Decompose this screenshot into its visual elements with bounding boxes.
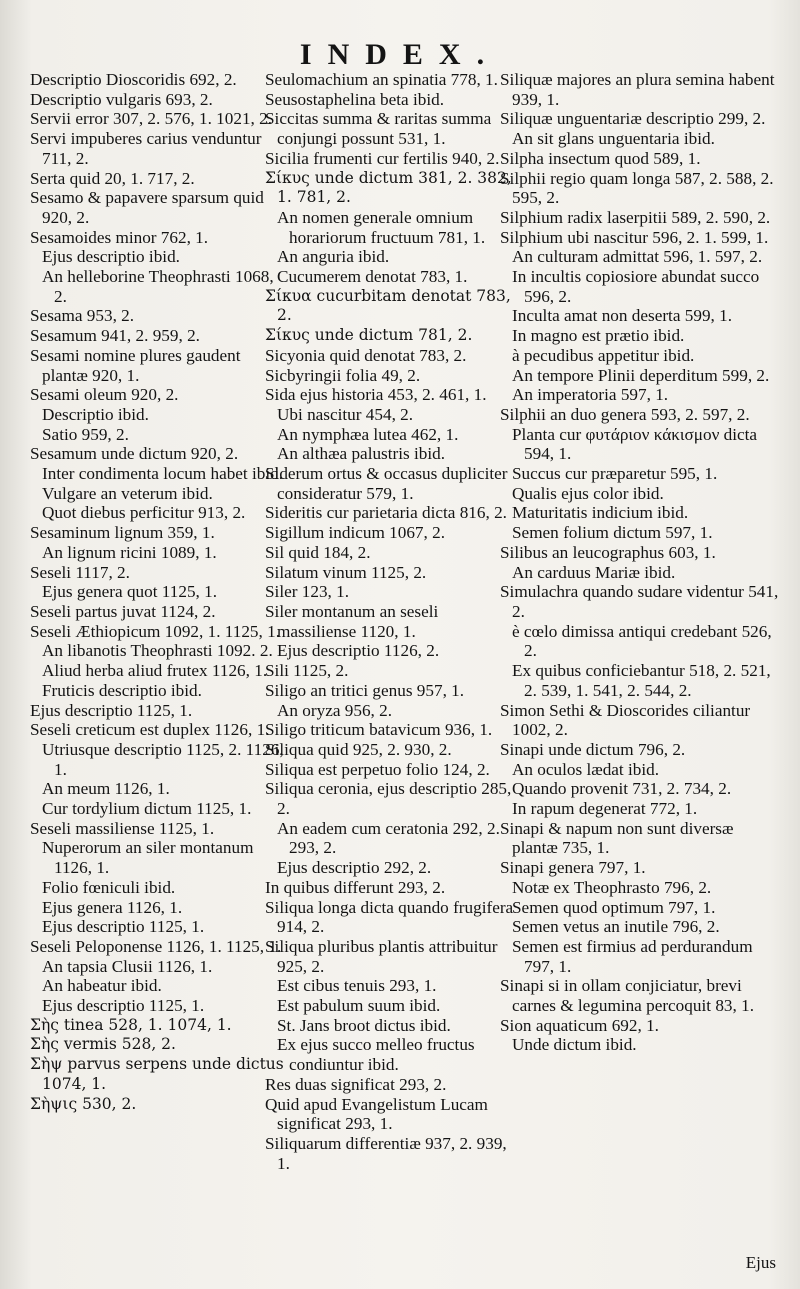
index-column-2 [265, 70, 520, 1173]
index-entry: Siliqua pluribus plantis attribuitur 925, 2. [265, 936, 498, 976]
index-entry: Sida ejus historia 453, 2. 461, 1. [265, 385, 487, 405]
index-entry: Sesama 953, 2. [30, 306, 135, 326]
index-entry: Maturitatis indicium ibid. [512, 503, 689, 523]
index-entry: Nuperorum an siler montanum 1126, 1. [42, 838, 254, 878]
index-entry: Fruticis descriptio ibid. [42, 680, 202, 700]
index-entry: Σὴς vermis 528, 2. [30, 1035, 176, 1054]
index-entry: Silphium radix laserpitii 589, 2. 590, 2. [500, 207, 771, 227]
index-entry: An eadem cum ceratonia 292, 2. 293, 2. [277, 818, 500, 858]
index-entry: Notæ ex Theophrasto 796, 2. [512, 877, 712, 897]
index-entry: Ex ejus succo melleo fructus condiuntur ibid. [277, 1035, 475, 1075]
index-entry: Aliud herba aliud frutex 1126, 1. [42, 661, 268, 681]
index-entry: Sicilia frumenti cur fertilis 940, 2. [265, 148, 500, 168]
index-entry: Sigillum indicum 1067, 2. [265, 523, 445, 543]
index-entry: Seseli 1117, 2. [30, 562, 130, 582]
index-entry: Seseli Æthiopicum 1092, 1. 1125, 1. [30, 621, 281, 641]
index-entry: An lignum ricini 1089, 1. [42, 542, 217, 562]
index-entry: Siligo an tritici genus 957, 1. [265, 680, 465, 700]
index-entry: Quando provenit 731, 2. 734, 2. [512, 779, 732, 799]
index-entry: Sil quid 184, 2. [265, 542, 371, 562]
index-entry: An anguria ibid. [277, 247, 390, 267]
index-entry: Ejus descriptio 1125, 1. [42, 917, 205, 937]
index-entry: Siligo triticum batavicum 936, 1. [265, 720, 493, 740]
index-entry: An tempore Plinii deperditum 599, 2. [512, 365, 770, 385]
index-entry: Serta quid 20, 1. 717, 2. [30, 168, 195, 188]
index-entry: Seusostaphelina beta ibid. [265, 89, 445, 109]
index-entry: Siliquæ majores an plura semina habent 939, 1. [500, 70, 775, 109]
index-entry: Silphii regio quam longa 587, 2. 588, 2. 595, 2. [500, 168, 774, 208]
index-entry: Quot diebus perficitur 913, 2. [42, 503, 246, 523]
index-entry: Siliquarum differentiæ 937, 2. 939, 1. [265, 1133, 507, 1173]
index-entry: Siliqua quid 925, 2. 930, 2. [265, 739, 452, 759]
index-entry: Siliqua longa dicta quando frugifera 914, 2. [265, 897, 514, 937]
index-entry: Cur tordylium dictum 1125, 1. [42, 799, 252, 819]
index-entry: Silatum vinum 1125, 2. [265, 562, 427, 582]
index-entry: Descriptio ibid. [42, 404, 149, 424]
index-entry: Sesamoides minor 762, 1. [30, 227, 209, 247]
index-entry: à pecudibus appetitur ibid. [512, 345, 695, 365]
index-entry: Seulomachium an spinatia 778, 1. [265, 70, 498, 89]
index-entry: An althæa palustris ibid. [277, 444, 446, 464]
index-entry: Siccitas summa & raritas summa conjungi possunt 531, 1. [265, 109, 492, 149]
index-entry: Simulachra quando sudare videntur 541, 2. [500, 582, 779, 621]
index-entry: Siderum ortus & occasus dupliciter consideratur 579, 1. [265, 464, 508, 503]
index-entry: Seseli creticum est duplex 1126, 1. [30, 720, 270, 740]
index-entry: Sesami nomine plures gaudent plantæ 920, 1. [30, 345, 241, 385]
index-entry: Silibus an leucographus 603, 1. [500, 542, 716, 562]
index-entry: Siler montanum an seseli massiliense 1120, 1. [265, 601, 439, 641]
index-column-3 [500, 70, 780, 1055]
index-entry: Descriptio vulgaris 693, 2. [30, 89, 213, 109]
index-entry: In incultis copiosiore abundat succo 596, 2. [512, 267, 760, 306]
index-entry: Servii error 307, 2. 576, 1. 1021, 2. [30, 109, 273, 129]
index-entry: Cucumerem denotat 783, 1. [277, 267, 468, 287]
page-title: INDEX. [299, 38, 501, 71]
index-entry: An oculos lædat ibid. [512, 759, 660, 779]
index-entry: Ejus descriptio 1125, 1. [30, 700, 193, 720]
index-entry: Sicbyringii folia 49, 2. [265, 365, 421, 385]
index-column-1 [30, 70, 285, 1114]
index-entry: An libanotis Theophrasti 1092. 2. [42, 641, 273, 661]
index-entry: Inter condimenta locum habet ibid. [42, 464, 284, 484]
index-entry: Seseli Peloponense 1126, 1. 1125, 1. [30, 936, 282, 956]
index-entry: Semen est firmius ad perdurandum 797, 1. [512, 936, 753, 976]
index-entry: Qualis ejus color ibid. [512, 483, 664, 503]
index-entry: Inculta amat non deserta 599, 1. [512, 306, 733, 326]
index-entry: Sinapi genera 797, 1. [500, 858, 646, 878]
index-entry: Est pabulum suum ibid. [277, 996, 441, 1016]
index-entry: Res duas significat 293, 2. [265, 1074, 447, 1094]
index-entry: In rapum degenerat 772, 1. [512, 799, 698, 819]
index-entry: St. Jans broot dictus ibid. [277, 1015, 451, 1035]
index-entry: An carduus Mariæ ibid. [512, 562, 676, 582]
index-entry: Sesami oleum 920, 2. [30, 385, 179, 405]
index-entry: Vulgare an veterum ibid. [42, 483, 213, 503]
index-entry: Siliquæ unguentariæ descriptio 299, 2. [500, 109, 766, 129]
index-entry: Sicyonia quid denotat 783, 2. [265, 345, 467, 365]
index-entry: Ejus descriptio 292, 2. [277, 858, 432, 878]
index-entry: Ejus genera 1126, 1. [42, 897, 183, 917]
index-entry: An tapsia Clusii 1126, 1. [42, 956, 213, 976]
index-entry: Ejus descriptio ibid. [42, 247, 180, 267]
index-entry: Σίκυς unde dictum 381, 2. 382, 1. 781, 2. [265, 168, 512, 207]
index-entry: Semen quod optimum 797, 1. [512, 897, 716, 917]
index-entry: Σὴψις 530, 2. [30, 1094, 137, 1113]
index-entry: Silpha insectum quod 589, 1. [500, 148, 701, 168]
index-entry: Folio fœniculi ibid. [42, 877, 176, 897]
index-entry: Siliqua ceronia, ejus descriptio 285, 2. [265, 779, 512, 819]
index-entry: Sesaminum lignum 359, 1. [30, 523, 215, 543]
index-entry: Quid apud Evangelistum Lucam significat 293, 1. [265, 1094, 488, 1134]
index-entry: Ex quibus conficiebantur 518, 2. 521, 2. 539, 1. 541, 2. 544, 2. [512, 661, 771, 700]
index-entry: Sideritis cur parietaria dicta 816, 2. [265, 503, 507, 523]
index-entry: In quibus differunt 293, 2. [265, 877, 446, 897]
index-entry: Satio 959, 2. [42, 424, 129, 444]
index-entry: Silphii an duo genera 593, 2. 597, 2. [500, 404, 750, 424]
index-entry: Sili 1125, 2. [265, 661, 349, 681]
index-entry: Σίκυα cucurbitam denotat 783, 2. [265, 286, 511, 325]
index-entry: Siler 123, 1. [265, 582, 350, 602]
index-entry: Σὴς tinea 528, 1. 1074, 1. [30, 1015, 232, 1034]
index-entry: Sion aquaticum 692, 1. [500, 1015, 659, 1035]
index-entry: An nymphæa lutea 462, 1. [277, 424, 459, 444]
index-entry: An habeatur ibid. [42, 976, 162, 996]
index-entry: Ubi nascitur 454, 2. [277, 404, 414, 424]
index-entry: Utriusque descriptio 1125, 2. 1126, 1. [42, 739, 284, 779]
index-entry: Σίκυς unde dictum 781, 2. [265, 326, 473, 345]
index-entry: Sinapi si in ollam conjiciatur, brevi carnes & legumina percoquit 83, 1. [500, 976, 754, 1016]
index-entry: Descriptio Dioscoridis 692, 2. [30, 70, 237, 89]
index-entry: Sinapi & napum non sunt diversæ plantæ 735, 1. [500, 818, 734, 858]
index-entry: An sit glans unguentaria ibid. [512, 129, 715, 149]
index-entry: Succus cur præparetur 595, 1. [512, 464, 718, 484]
index-entry: In magno est prætio ibid. [512, 326, 685, 346]
index-entry: Semen vetus an inutile 796, 2. [512, 917, 720, 937]
index-entry: Ejus genera quot 1125, 1. [42, 582, 218, 602]
index-entry: Ejus descriptio 1125, 1. [42, 996, 205, 1016]
index-entry: Unde dictum ibid. [512, 1035, 637, 1055]
index-entry: Seseli partus juvat 1124, 2. [30, 601, 216, 621]
index-entry: Sesamo & papavere sparsum quid 920, 2. [30, 188, 264, 227]
index-entry: Simon Sethi & Dioscorides ciliantur 1002, 2. [500, 700, 751, 740]
index-entry: Siliqua est perpetuo folio 124, 2. [265, 759, 490, 779]
index-entry: Planta cur φυτάριον κάκισμον dicta 594, 1. [512, 424, 758, 464]
index-entry: Σὴψ parvus serpens unde dictus 1074, 1. [30, 1055, 284, 1093]
index-entry: An imperatoria 597, 1. [512, 385, 669, 405]
index-entry: Silphium ubi nascitur 596, 2. 1. 599, 1. [500, 227, 769, 247]
index-entry: An nomen generale omnium horariorum fructuum 781, 1. [277, 207, 486, 247]
index-entry: Sinapi unde dictum 796, 2. [500, 739, 686, 759]
index-entry: Semen folium dictum 597, 1. [512, 523, 713, 543]
index-entry: Seseli massiliense 1125, 1. [30, 818, 215, 838]
index-entry: Sesamum unde dictum 920, 2. [30, 444, 239, 464]
index-entry: Servi impuberes carius venduntur 711, 2. [30, 129, 262, 168]
index-entry: Est cibus tenuis 293, 1. [277, 976, 437, 996]
index-entry: An culturam admittat 596, 1. 597, 2. [512, 247, 763, 267]
index-entry: An helleborine Theophrasti 1068, 2. [42, 267, 274, 306]
index-entry: Sesamum 941, 2. 959, 2. [30, 326, 200, 346]
index-entry: Ejus descriptio 1126, 2. [277, 641, 440, 661]
catchword: Ejus [745, 1253, 776, 1272]
index-entry: An meum 1126, 1. [42, 779, 170, 799]
index-entry: è cœlo dimissa antiqui credebant 526, 2. [512, 621, 772, 661]
index-entry: An oryza 956, 2. [277, 700, 393, 720]
